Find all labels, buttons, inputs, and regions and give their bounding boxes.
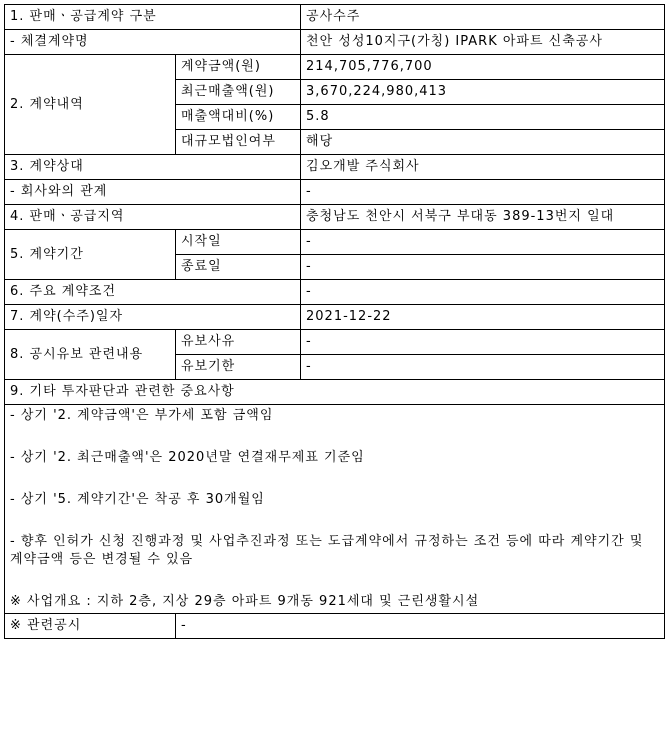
conditions-value: - bbox=[301, 280, 665, 305]
row-related-disclosure bbox=[5, 614, 665, 639]
row-supply-region bbox=[5, 205, 665, 230]
deferral-label: 8. 공시유보 관련내용 bbox=[5, 330, 176, 380]
related-disclosure-label: ※ 관련공시 bbox=[5, 614, 176, 639]
counterparty-label: 3. 계약상대 bbox=[5, 155, 301, 180]
sales-ratio-value: 5.8 bbox=[301, 105, 665, 130]
other-matters-label: 9. 기타 투자판단과 관련한 중요사항 bbox=[5, 380, 665, 405]
deferral-reason-value: - bbox=[301, 330, 665, 355]
contract-name-value: 천안 성성10지구(가칭) IPARK 아파트 신축공사 bbox=[301, 30, 665, 55]
note-item: - 상기 '2. 계약금액'은 부가세 포함 금액임 bbox=[10, 408, 274, 423]
period-start-label: 시작일 bbox=[176, 230, 301, 255]
contract-name-label: - 체결계약명 bbox=[5, 30, 301, 55]
contract-period-label: 5. 계약기간 bbox=[5, 230, 176, 280]
note-item: - 향후 인허가 신청 진행과정 및 사업추진과정 또는 도급계약에서 규정하는 조건 등에 따라 계약기간 및 계약금액 등은 변경될 수 있음 bbox=[10, 534, 644, 567]
contract-date-value: 2021-12-22 bbox=[301, 305, 665, 330]
related-disclosure-value: - bbox=[176, 614, 665, 639]
large-corp-value: 해당 bbox=[301, 130, 665, 155]
contract-amount-value: 214,705,776,700 bbox=[301, 55, 665, 80]
row-contract-name bbox=[5, 30, 665, 55]
row-period-start bbox=[5, 230, 665, 255]
row-contract-amount bbox=[5, 55, 665, 80]
deferral-reason-label: 유보사유 bbox=[176, 330, 301, 355]
row-other-notes bbox=[5, 405, 665, 614]
row-contract-date bbox=[5, 305, 665, 330]
row-relation bbox=[5, 180, 665, 205]
deferral-period-label: 유보기한 bbox=[176, 355, 301, 380]
contract-amount-label: 계약금액(원) bbox=[176, 55, 301, 80]
conditions-label: 6. 주요 계약조건 bbox=[5, 280, 301, 305]
recent-sales-value: 3,670,224,980,413 bbox=[301, 80, 665, 105]
relation-value: - bbox=[301, 180, 665, 205]
deferral-period-value: - bbox=[301, 355, 665, 380]
contract-date-label: 7. 계약(수주)일자 bbox=[5, 305, 301, 330]
row-conditions bbox=[5, 280, 665, 305]
supply-region-label: 4. 판매ㆍ공급지역 bbox=[5, 205, 301, 230]
period-end-value: - bbox=[301, 255, 665, 280]
other-matters-notes bbox=[5, 405, 665, 614]
note-item: - 상기 '2. 최근매출액'은 2020년말 연결재무제표 기준임 bbox=[10, 450, 365, 465]
note-item: ※ 사업개요 : 지하 2층, 지상 29층 아파트 9개동 921세대 및 근린생활시설 bbox=[10, 594, 480, 609]
supply-region-value: 충청남도 천안시 서북구 부대동 389-13번지 일대 bbox=[301, 205, 665, 230]
period-start-value: - bbox=[301, 230, 665, 255]
contract-type-value: 공사수주 bbox=[301, 5, 665, 30]
row-deferral-reason bbox=[5, 330, 665, 355]
row-other-header bbox=[5, 380, 665, 405]
period-end-label: 종료일 bbox=[176, 255, 301, 280]
row-contract-type bbox=[5, 5, 665, 30]
counterparty-value: 김오개발 주식회사 bbox=[301, 155, 665, 180]
contract-type-label: 1. 판매ㆍ공급계약 구분 bbox=[5, 5, 301, 30]
contract-disclosure-table bbox=[4, 4, 665, 639]
contract-details-label: 2. 계약내역 bbox=[5, 55, 176, 155]
note-item: - 상기 '5. 계약기간'은 착공 후 30개월임 bbox=[10, 492, 265, 507]
recent-sales-label: 최근매출액(원) bbox=[176, 80, 301, 105]
relation-label: - 회사와의 관계 bbox=[5, 180, 301, 205]
large-corp-label: 대규모법인여부 bbox=[176, 130, 301, 155]
row-counterparty bbox=[5, 155, 665, 180]
sales-ratio-label: 매출액대비(%) bbox=[176, 105, 301, 130]
